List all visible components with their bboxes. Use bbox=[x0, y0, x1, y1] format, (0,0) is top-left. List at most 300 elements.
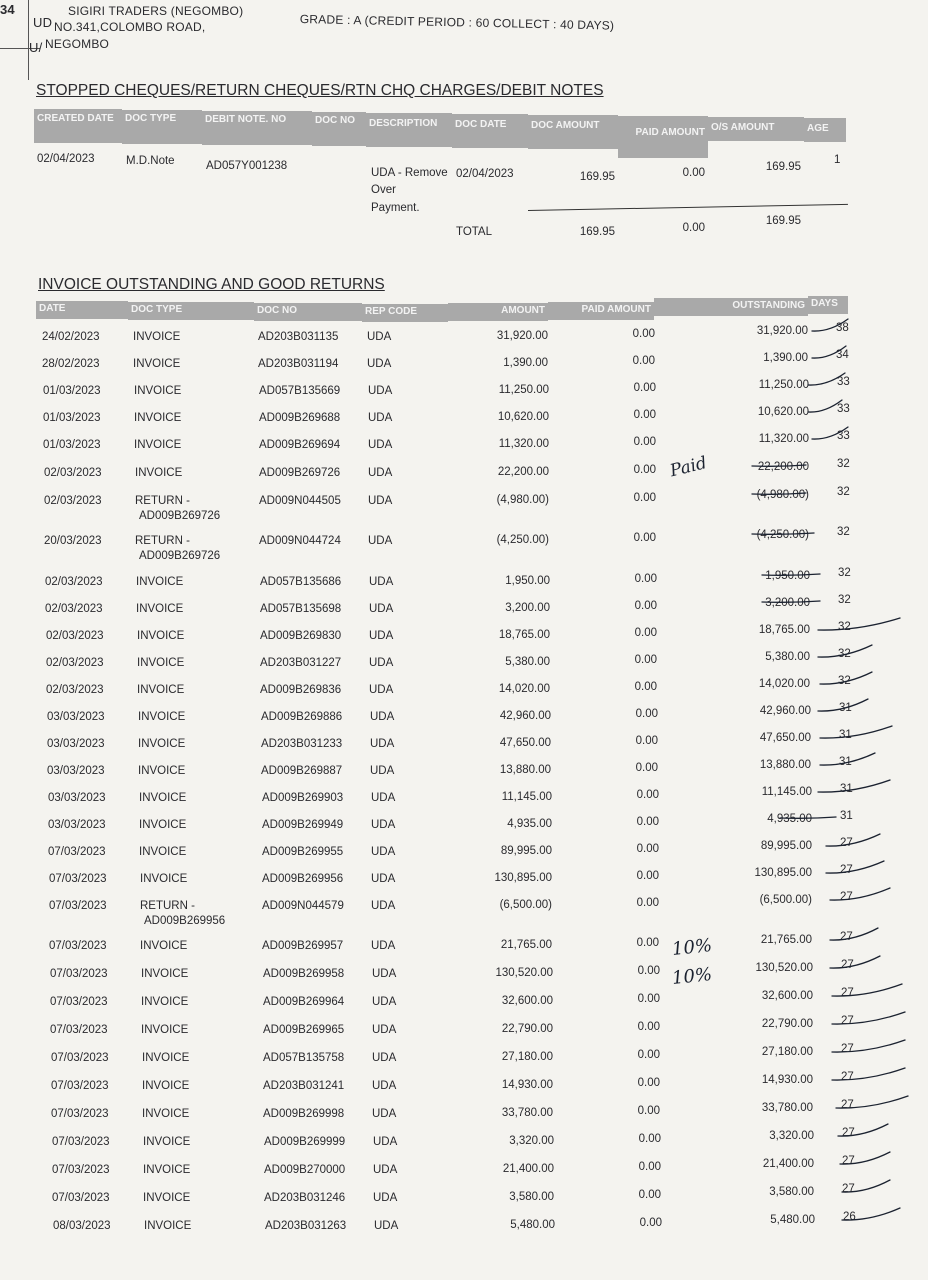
row-doc-type: INVOICE bbox=[141, 968, 189, 980]
row-paid-amount: 0.00 bbox=[639, 1217, 662, 1229]
row-rep-code: UDA bbox=[368, 495, 393, 507]
row-doc-no: AD057B135686 bbox=[260, 576, 342, 588]
row-doc-type: INVOICE bbox=[134, 439, 182, 451]
row-doc-type: INVOICE bbox=[144, 1220, 192, 1232]
row-outstanding: 14,020.00 bbox=[758, 678, 810, 690]
row-rep-code: UDA bbox=[369, 684, 394, 696]
row-date: 24/02/2023 bbox=[42, 331, 100, 343]
row-date: 01/03/2023 bbox=[43, 385, 101, 397]
row-doc-type: INVOICE bbox=[134, 385, 182, 397]
row-doc-no: AD009N044724 bbox=[259, 535, 341, 547]
row-paid-amount: 0.00 bbox=[633, 492, 656, 504]
row-doc-no: AD009B269726 bbox=[259, 467, 341, 479]
tick-mark bbox=[812, 427, 848, 439]
row-date: 02/03/2023 bbox=[46, 657, 104, 669]
stopped-os-amount: 169.95 bbox=[765, 161, 801, 173]
row-paid-amount: 0.00 bbox=[633, 382, 656, 394]
row-paid-amount: 0.00 bbox=[634, 600, 657, 612]
tick-mark bbox=[832, 1040, 905, 1052]
row-paid-amount: 0.00 bbox=[634, 573, 657, 585]
row-days: 27 bbox=[840, 931, 853, 943]
row-doc-type: INVOICE bbox=[142, 1080, 190, 1092]
row-doc-type: INVOICE bbox=[133, 358, 181, 370]
row-amount: 130,520.00 bbox=[495, 967, 553, 979]
col-age: AGE bbox=[804, 118, 846, 142]
row-doc-no: AD009B269688 bbox=[259, 412, 341, 424]
row-doc-type: INVOICE bbox=[139, 846, 187, 858]
col-doc-no: DOC NO bbox=[254, 303, 362, 321]
row-rep-code: UDA bbox=[370, 711, 395, 723]
row-amount: 11,250.00 bbox=[498, 384, 549, 396]
row-doc-type: INVOICE bbox=[139, 792, 187, 804]
row-days: 27 bbox=[840, 837, 853, 849]
row-date: 02/03/2023 bbox=[44, 495, 102, 507]
tick-mark bbox=[842, 1208, 900, 1220]
row-paid-amount: 0.00 bbox=[633, 464, 656, 476]
row-amount: 22,200.00 bbox=[497, 466, 549, 478]
row-rep-code: UDA bbox=[371, 873, 396, 885]
handwritten-percent-note: 10% bbox=[671, 934, 714, 961]
col-description: DESCRIPTION bbox=[366, 113, 452, 147]
row-days: 32 bbox=[838, 594, 851, 606]
row-doc-type: INVOICE bbox=[138, 765, 186, 777]
row-date: 07/03/2023 bbox=[50, 1024, 108, 1036]
row-doc-type: INVOICE bbox=[142, 1108, 190, 1120]
row-doc-type: INVOICE bbox=[143, 1136, 191, 1148]
row-date: 28/02/2023 bbox=[42, 358, 100, 370]
row-date: 03/03/2023 bbox=[47, 738, 105, 750]
row-doc-type: INVOICE bbox=[142, 1052, 190, 1064]
row-date: 08/03/2023 bbox=[53, 1220, 111, 1232]
tick-mark bbox=[820, 753, 875, 765]
row-rep-code: UDA bbox=[368, 467, 393, 479]
row-amount: 1,950.00 bbox=[505, 575, 550, 587]
row-days: 26 bbox=[843, 1211, 856, 1223]
col-rep-code: REP CODE bbox=[362, 304, 448, 322]
row-doc-no: AD009N044505 bbox=[259, 495, 341, 507]
col-os-amount: O/S AMOUNT bbox=[708, 117, 804, 141]
row-date: 07/03/2023 bbox=[52, 1136, 110, 1148]
row-days: 32 bbox=[837, 526, 850, 538]
row-days: 27 bbox=[841, 1099, 854, 1111]
row-rep-code: UDA bbox=[371, 940, 396, 952]
row-days: 27 bbox=[841, 1071, 854, 1083]
page-number: 34 bbox=[0, 2, 15, 17]
tick-mark bbox=[808, 400, 842, 412]
stopped-total-doc-amount: 169.95 bbox=[579, 226, 615, 238]
row-doc-type: RETURN - bbox=[135, 495, 190, 507]
row-days: 27 bbox=[842, 1155, 855, 1167]
row-amount: 32,600.00 bbox=[501, 995, 553, 1007]
row-paid-amount: 0.00 bbox=[632, 355, 655, 367]
tick-mark bbox=[830, 888, 890, 900]
row-amount: 21,400.00 bbox=[502, 1163, 554, 1175]
tick-mark bbox=[818, 618, 900, 630]
row-paid-amount: 0.00 bbox=[636, 897, 659, 909]
company-address: NO.341,COLOMBO ROAD, bbox=[54, 20, 206, 34]
row-doc-type: INVOICE bbox=[137, 657, 185, 669]
row-amount: 18,765.00 bbox=[498, 629, 550, 641]
row-paid-amount: 0.00 bbox=[636, 870, 659, 882]
row-date: 07/03/2023 bbox=[52, 1164, 110, 1176]
row-doc-no: AD009B269955 bbox=[262, 846, 344, 858]
row-return-reference: AD009B269726 bbox=[139, 550, 221, 562]
row-amount: 3,580.00 bbox=[509, 1191, 554, 1203]
row-rep-code: UDA bbox=[369, 657, 394, 669]
row-outstanding: 5,380.00 bbox=[765, 651, 810, 663]
row-doc-type: INVOICE bbox=[136, 603, 184, 615]
handwritten-percent-note: 10% bbox=[671, 963, 714, 990]
row-rep-code: UDA bbox=[372, 1024, 397, 1036]
row-doc-type: INVOICE bbox=[140, 873, 188, 885]
row-paid-amount: 0.00 bbox=[638, 1189, 661, 1201]
row-date: 07/03/2023 bbox=[50, 996, 108, 1008]
row-paid-amount: 0.00 bbox=[637, 1021, 660, 1033]
tick-mark bbox=[842, 1180, 890, 1192]
col-outstanding: OUTSTANDING bbox=[654, 298, 808, 316]
row-rep-code: UDA bbox=[371, 846, 396, 858]
row-amount: 3,200.00 bbox=[505, 602, 550, 614]
stopped-total-paid: 0.00 bbox=[682, 222, 705, 234]
col-date: DATE bbox=[36, 301, 128, 319]
row-outstanding: 1,390.00 bbox=[763, 352, 808, 364]
row-paid-amount: 0.00 bbox=[637, 993, 660, 1005]
row-doc-no: AD009B269903 bbox=[262, 792, 344, 804]
row-days: 32 bbox=[837, 486, 850, 498]
row-date: 07/03/2023 bbox=[49, 873, 107, 885]
row-paid-amount: 0.00 bbox=[632, 328, 655, 340]
row-outstanding: 89,995.00 bbox=[760, 840, 812, 852]
row-paid-amount: 0.00 bbox=[633, 436, 656, 448]
row-doc-no: AD009N044579 bbox=[262, 900, 344, 912]
row-doc-type: INVOICE bbox=[138, 738, 186, 750]
row-days: 33 bbox=[837, 376, 850, 388]
row-days: 27 bbox=[842, 1127, 855, 1139]
strike-through-mark bbox=[752, 465, 806, 466]
row-date: 07/03/2023 bbox=[51, 1080, 109, 1092]
row-amount: 5,480.00 bbox=[510, 1219, 555, 1231]
stopped-description-line: Payment. bbox=[371, 202, 420, 214]
row-days: 32 bbox=[838, 621, 851, 633]
handwritten-paid-note: Paid bbox=[668, 453, 709, 482]
row-paid-amount: 0.00 bbox=[635, 708, 658, 720]
row-outstanding: 33,780.00 bbox=[761, 1102, 813, 1114]
row-date: 03/03/2023 bbox=[47, 765, 105, 777]
row-outstanding: 13,880.00 bbox=[759, 759, 811, 771]
row-date: 02/03/2023 bbox=[44, 467, 102, 479]
row-date: 07/03/2023 bbox=[51, 1108, 109, 1120]
row-doc-no: AD009B270000 bbox=[264, 1164, 346, 1176]
row-doc-type: INVOICE bbox=[133, 331, 181, 343]
row-doc-no: AD203B031241 bbox=[263, 1080, 345, 1092]
row-outstanding: 10,620.00 bbox=[757, 406, 809, 418]
row-rep-code: UDA bbox=[369, 603, 394, 615]
row-amount: 27,180.00 bbox=[501, 1051, 553, 1063]
row-amount: 130,895.00 bbox=[494, 872, 552, 884]
row-amount: 42,960.00 bbox=[499, 710, 551, 722]
row-amount: 11,320.00 bbox=[498, 438, 549, 450]
row-date: 07/03/2023 bbox=[52, 1192, 110, 1204]
row-days: 32 bbox=[838, 675, 851, 687]
row-rep-code: UDA bbox=[373, 1136, 398, 1148]
row-return-reference: AD009B269956 bbox=[144, 915, 226, 927]
row-days: 32 bbox=[838, 648, 851, 660]
row-amount: 10,620.00 bbox=[497, 411, 549, 423]
col-doc-no: DOC NO bbox=[312, 112, 366, 146]
row-doc-no: AD009B269886 bbox=[261, 711, 343, 723]
row-rep-code: UDA bbox=[370, 765, 395, 777]
row-doc-type: INVOICE bbox=[140, 940, 188, 952]
row-doc-no: AD009B269957 bbox=[262, 940, 344, 952]
row-doc-no: AD009B269956 bbox=[262, 873, 344, 885]
row-doc-no: AD009B269958 bbox=[263, 968, 345, 980]
row-doc-no: AD009B269965 bbox=[263, 1024, 345, 1036]
left-margin-fragment: UD bbox=[33, 15, 53, 30]
row-paid-amount: 0.00 bbox=[634, 627, 657, 639]
row-outstanding: 47,650.00 bbox=[759, 732, 811, 744]
row-doc-no: AD009B269998 bbox=[263, 1108, 345, 1120]
tick-mark bbox=[818, 645, 872, 657]
tick-mark bbox=[840, 1152, 890, 1164]
col-doc-type: DOC TYPE bbox=[128, 302, 254, 320]
row-paid-amount: 0.00 bbox=[634, 654, 657, 666]
row-outstanding: 1,950.00 bbox=[765, 570, 810, 582]
row-date: 07/03/2023 bbox=[51, 1052, 109, 1064]
row-date: 02/03/2023 bbox=[46, 684, 104, 696]
row-paid-amount: 0.00 bbox=[634, 681, 657, 693]
row-rep-code: UDA bbox=[374, 1220, 399, 1232]
row-amount: 1,390.00 bbox=[503, 357, 548, 369]
col-days: DAYS bbox=[808, 296, 848, 314]
stopped-total-label: TOTAL bbox=[456, 226, 492, 238]
row-date: 07/03/2023 bbox=[48, 846, 106, 858]
row-amount: 31,920.00 bbox=[496, 330, 548, 342]
row-amount: 4,935.00 bbox=[507, 818, 552, 830]
row-doc-type: RETURN - bbox=[135, 535, 190, 547]
tick-mark bbox=[826, 834, 880, 846]
stopped-description-line: UDA - Remove bbox=[371, 167, 448, 179]
stopped-debit-note-no: AD057Y001238 bbox=[206, 160, 288, 172]
row-date: 01/03/2023 bbox=[43, 412, 101, 424]
row-days: 27 bbox=[840, 864, 853, 876]
row-doc-no: AD009B269949 bbox=[262, 819, 344, 831]
row-rep-code: UDA bbox=[372, 1080, 397, 1092]
row-doc-type: INVOICE bbox=[137, 630, 185, 642]
row-doc-type: INVOICE bbox=[135, 467, 183, 479]
row-amount: 14,020.00 bbox=[498, 683, 550, 695]
row-doc-type: INVOICE bbox=[137, 684, 185, 696]
row-date: 02/03/2023 bbox=[45, 576, 103, 588]
row-rep-code: UDA bbox=[373, 1192, 398, 1204]
col-doc-amount: DOC AMOUNT bbox=[528, 115, 618, 149]
tick-mark bbox=[820, 726, 892, 738]
row-paid-amount: 0.00 bbox=[636, 789, 659, 801]
row-paid-amount: 0.00 bbox=[635, 735, 658, 747]
col-doc-date: DOC DATE bbox=[452, 114, 528, 148]
row-paid-amount: 0.00 bbox=[633, 532, 656, 544]
row-outstanding: 27,180.00 bbox=[761, 1046, 813, 1058]
stopped-paid-amount: 0.00 bbox=[682, 167, 705, 179]
stopped-cheques-title: STOPPED CHEQUES/RETURN CHEQUES/RTN CHQ CHARGES/DEBIT NOTES bbox=[36, 82, 604, 99]
tick-mark bbox=[820, 672, 872, 684]
row-doc-no: AD009B269887 bbox=[261, 765, 343, 777]
row-outstanding: 130,895.00 bbox=[754, 867, 812, 879]
row-paid-amount: 0.00 bbox=[636, 816, 659, 828]
strike-through-mark bbox=[780, 817, 836, 818]
row-rep-code: UDA bbox=[371, 900, 396, 912]
row-doc-no: AD009B269999 bbox=[264, 1136, 346, 1148]
row-amount: (4,250.00) bbox=[496, 534, 549, 546]
row-outstanding: 3,580.00 bbox=[769, 1186, 814, 1198]
row-days: 31 bbox=[840, 783, 853, 795]
row-days: 27 bbox=[841, 959, 854, 971]
row-paid-amount: 0.00 bbox=[637, 1105, 660, 1117]
tick-mark bbox=[826, 861, 884, 873]
row-days: 31 bbox=[839, 756, 852, 768]
row-rep-code: UDA bbox=[371, 819, 396, 831]
row-doc-type: INVOICE bbox=[143, 1192, 191, 1204]
row-date: 07/03/2023 bbox=[49, 900, 107, 912]
row-rep-code: UDA bbox=[368, 412, 393, 424]
row-paid-amount: 0.00 bbox=[633, 409, 656, 421]
row-doc-no: AD203B031246 bbox=[264, 1192, 346, 1204]
col-doc-type: DOC TYPE bbox=[122, 110, 202, 144]
row-doc-no: AD203B031194 bbox=[258, 358, 339, 370]
col-paid-amount: PAID AMOUNT bbox=[618, 116, 708, 158]
row-outstanding: 22,200.00 bbox=[757, 461, 809, 473]
row-outstanding: 3,200.00 bbox=[765, 597, 810, 609]
row-rep-code: UDA bbox=[368, 385, 393, 397]
row-rep-code: UDA bbox=[367, 358, 392, 370]
row-outstanding: 31,920.00 bbox=[756, 325, 808, 337]
row-days: 34 bbox=[836, 349, 849, 361]
row-doc-type: INVOICE bbox=[134, 412, 182, 424]
stopped-description-line: Over bbox=[371, 184, 396, 196]
strike-through-mark bbox=[762, 574, 820, 575]
row-amount: 14,930.00 bbox=[501, 1079, 553, 1091]
row-paid-amount: 0.00 bbox=[636, 937, 659, 949]
row-paid-amount: 0.00 bbox=[637, 1049, 660, 1061]
row-rep-code: UDA bbox=[369, 630, 394, 642]
left-margin-fragment: U/ bbox=[29, 40, 43, 55]
row-outstanding: (6,500.00) bbox=[759, 894, 812, 906]
row-amount: 22,790.00 bbox=[501, 1023, 553, 1035]
stopped-doc-amount: 169.95 bbox=[579, 171, 615, 183]
row-outstanding: 42,960.00 bbox=[759, 705, 811, 717]
row-date: 03/03/2023 bbox=[47, 711, 105, 723]
stopped-total-os: 169.95 bbox=[765, 215, 801, 227]
row-rep-code: UDA bbox=[372, 1052, 397, 1064]
invoice-outstanding-title: INVOICE OUTSTANDING AND GOOD RETURNS bbox=[38, 276, 385, 293]
tick-mark bbox=[838, 1124, 888, 1136]
row-days: 27 bbox=[842, 1183, 855, 1195]
row-rep-code: UDA bbox=[368, 535, 393, 547]
grade-credit-info: GRADE : A (CREDIT PERIOD : 60 COLLECT : 40 DAYS) bbox=[299, 12, 615, 33]
row-days: 31 bbox=[839, 702, 852, 714]
stopped-created-date: 02/04/2023 bbox=[37, 153, 95, 165]
row-rep-code: UDA bbox=[367, 331, 392, 343]
row-doc-no: AD203B031263 bbox=[265, 1220, 347, 1232]
row-days: 32 bbox=[838, 567, 851, 579]
tick-mark bbox=[832, 984, 902, 996]
tick-mark bbox=[830, 928, 878, 940]
row-rep-code: UDA bbox=[372, 996, 397, 1008]
row-date: 20/03/2023 bbox=[44, 535, 102, 547]
stopped-doc-date: 02/04/2023 bbox=[456, 168, 514, 180]
tick-mark bbox=[830, 956, 880, 968]
row-days: 27 bbox=[841, 987, 854, 999]
row-date: 03/03/2023 bbox=[48, 819, 106, 831]
tick-mark bbox=[832, 1012, 905, 1024]
tick-mark bbox=[818, 699, 868, 711]
row-outstanding: 32,600.00 bbox=[761, 990, 813, 1002]
row-outstanding: 11,145.00 bbox=[761, 786, 812, 798]
row-doc-no: AD203B031227 bbox=[260, 657, 342, 669]
row-amount: 11,145.00 bbox=[501, 791, 552, 803]
row-doc-type: INVOICE bbox=[136, 576, 184, 588]
strike-through-mark bbox=[752, 493, 806, 494]
row-amount: (6,500.00) bbox=[499, 899, 552, 911]
row-outstanding: 14,930.00 bbox=[761, 1074, 813, 1086]
row-doc-no: AD057B135669 bbox=[259, 385, 341, 397]
row-outstanding: 18,765.00 bbox=[758, 624, 810, 636]
row-amount: 21,765.00 bbox=[500, 939, 552, 951]
row-paid-amount: 0.00 bbox=[638, 1133, 661, 1145]
tick-mark bbox=[812, 346, 846, 358]
row-doc-type: RETURN - bbox=[140, 900, 195, 912]
row-date: 02/03/2023 bbox=[45, 603, 103, 615]
stopped-age: 1 bbox=[834, 154, 841, 166]
row-outstanding: 4,935.00 bbox=[767, 813, 812, 825]
row-doc-no: AD203B031233 bbox=[261, 738, 343, 750]
row-doc-no: AD203B031135 bbox=[258, 331, 339, 343]
row-outstanding: 21,400.00 bbox=[762, 1158, 814, 1170]
company-name: SIGIRI TRADERS (NEGOMBO) bbox=[68, 4, 244, 18]
row-days: 33 bbox=[837, 430, 850, 442]
row-amount: 47,650.00 bbox=[499, 737, 551, 749]
strike-through-mark bbox=[752, 533, 814, 534]
tick-mark bbox=[836, 1096, 908, 1108]
row-days: 27 bbox=[841, 1043, 854, 1055]
row-rep-code: UDA bbox=[368, 439, 393, 451]
row-doc-no: AD009B269836 bbox=[260, 684, 342, 696]
company-city: NEGOMBO bbox=[45, 37, 110, 51]
row-outstanding: 3,320.00 bbox=[769, 1130, 814, 1142]
stopped-doc-type: M.D.Note bbox=[126, 155, 175, 167]
row-days: 27 bbox=[840, 891, 853, 903]
row-amount: 89,995.00 bbox=[500, 845, 552, 857]
row-doc-no: AD009B269964 bbox=[263, 996, 345, 1008]
row-outstanding: (4,250.00) bbox=[756, 529, 809, 541]
row-date: 03/03/2023 bbox=[48, 792, 106, 804]
row-doc-no: AD009B269694 bbox=[259, 439, 341, 451]
col-created-date: CREATED DATE bbox=[34, 109, 122, 143]
row-rep-code: UDA bbox=[372, 1108, 397, 1120]
row-doc-no: AD009B269830 bbox=[260, 630, 342, 642]
row-paid-amount: 0.00 bbox=[637, 1077, 660, 1089]
strike-through-mark bbox=[762, 601, 820, 602]
row-days: 32 bbox=[837, 458, 850, 470]
row-outstanding: 5,480.00 bbox=[770, 1214, 815, 1226]
row-rep-code: UDA bbox=[370, 738, 395, 750]
row-amount: 13,880.00 bbox=[499, 764, 551, 776]
tick-mark bbox=[832, 1068, 905, 1080]
row-days: 38 bbox=[836, 322, 849, 334]
row-outstanding: 130,520.00 bbox=[755, 962, 813, 974]
row-doc-type: INVOICE bbox=[139, 819, 187, 831]
row-rep-code: UDA bbox=[369, 576, 394, 588]
row-return-reference: AD009B269726 bbox=[139, 510, 221, 522]
